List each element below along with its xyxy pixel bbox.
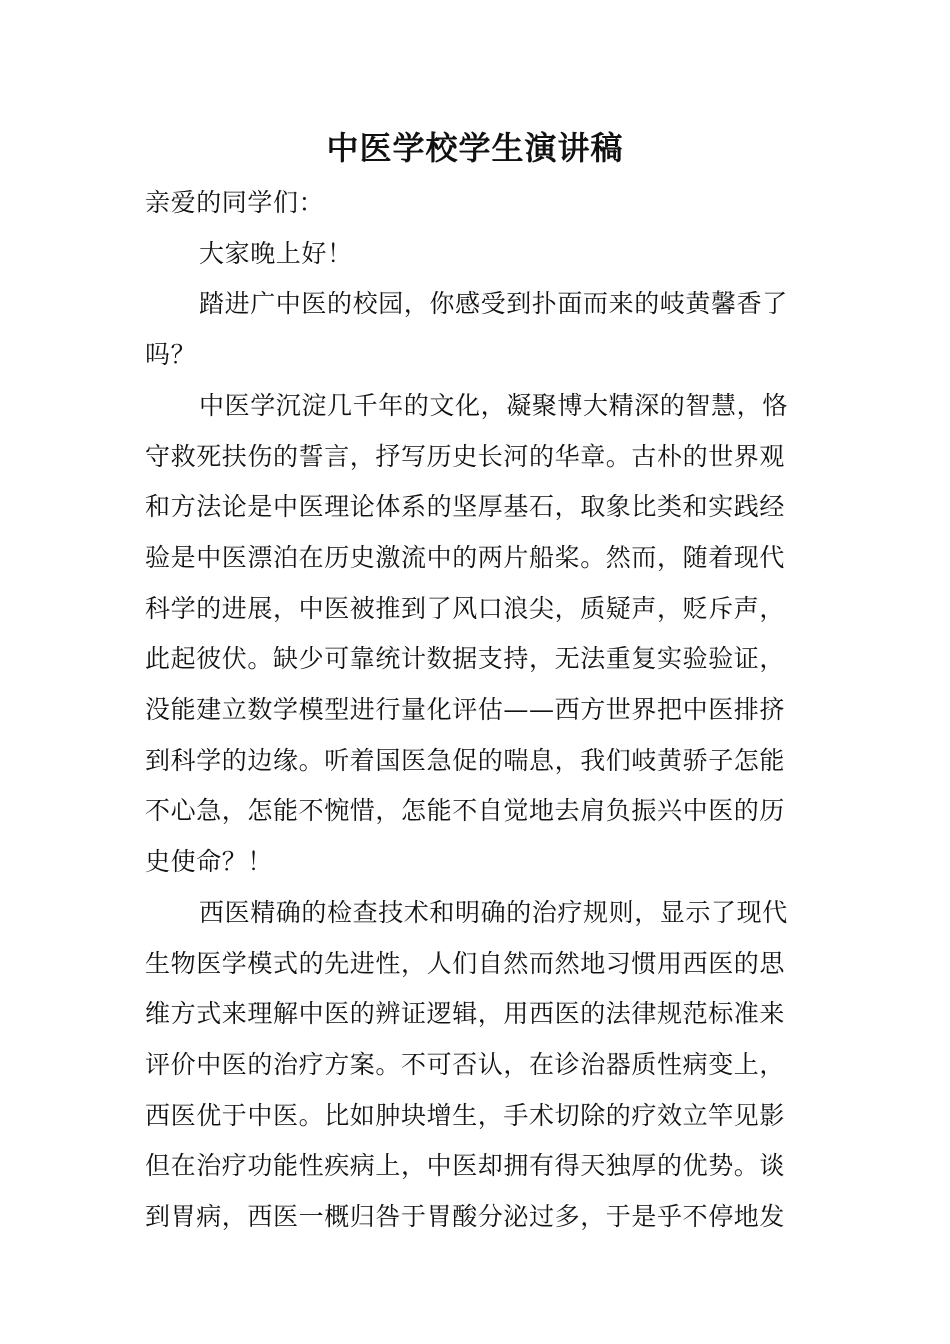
text-line: 到科学的边缘。听着国医急促的喘息，我们岐黄骄子怎能 — [145, 745, 786, 775]
text-line: 不心急，怎能不惋惜，怎能不自觉地去肩负振兴中医的历 — [145, 796, 786, 826]
text-line: 中医学沉淀几千年的文化，凝聚博大精深的智慧，恪 — [199, 390, 788, 420]
text-line: 踏进广中医的校园，你感受到扑面而来的岐黄馨香了 — [199, 289, 788, 319]
text-line: 此起彼伏。缺少可靠统计数据支持，无法重复实验验证， — [145, 644, 786, 674]
text-line: 西医精确的检查技术和明确的治疗规则，显示了现代 — [199, 897, 788, 927]
text-line: 评价中医的治疗方案。不可否认，在诊治器质性病变上， — [145, 1049, 786, 1079]
text-line: 生物医学模式的先进性，人们自然而然地习惯用西医的思 — [145, 948, 786, 978]
text-line: 史使命？！ — [145, 847, 274, 877]
text-line: 和方法论是中医理论体系的坚厚基石，取象比类和实践经 — [145, 492, 786, 522]
text-line: 验是中医漂泊在历史激流中的两片船桨。然而，随着现代 — [145, 542, 786, 572]
text-line: 但在治疗功能性疾病上，中医却拥有得天独厚的优势。谈 — [145, 1151, 786, 1181]
text-line: 科学的进展，中医被推到了风口浪尖，质疑声，贬斥声， — [145, 593, 786, 623]
text-line: 守救死扶伤的誓言，抒写历史长河的华章。古朴的世界观 — [145, 441, 786, 471]
text-line: 亲爱的同学们： — [145, 188, 325, 217]
document-title: 中医学校学生演讲稿 — [326, 129, 624, 167]
text-line: 西医优于中医。比如肿块增生，手术切除的疗效立竿见影 — [145, 1100, 786, 1130]
text-line: 吗？ — [145, 340, 197, 370]
document-body — [145, 178, 815, 1243]
text-line: 到胃病，西医一概归咎于胃酸分泌过多，于是乎不停地发 — [145, 1202, 786, 1232]
text-line: 维方式来理解中医的辨证逻辑，用西医的法律规范标准来 — [145, 999, 786, 1029]
text-line: 大家晚上好！ — [199, 238, 353, 268]
text-line: 没能建立数学模型进行量化评估——西方世界把中医排挤 — [145, 695, 786, 725]
